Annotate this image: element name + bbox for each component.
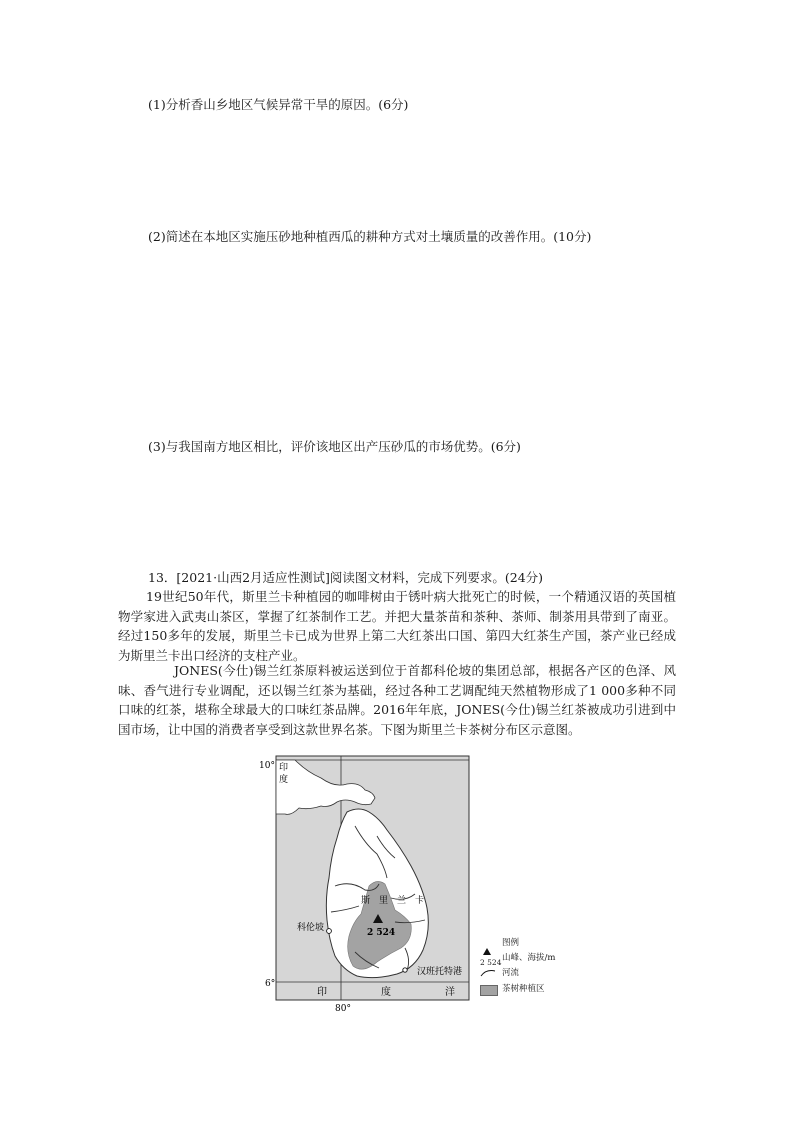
question-2: (2)简述在本地区实施压砂地种植西瓜的耕种方式对土壤质量的改善作用。(10分) — [148, 229, 592, 244]
capital-label: 科伦坡 — [297, 923, 325, 933]
material-paragraph-1: 19世纪50年代，斯里兰卡种植园的咖啡树由于锈叶病大批死亡的时候，一个精通汉语的英国植物学家进入武夷山茶区，掌握了红茶制作工艺。并把大量茶苗和茶种、茶师、制茶用具带到了南亚。经过150多年的发展，斯里兰卡已成为世界上第二大红茶出口国、第四大红茶生产国，茶产业已经成为斯里兰卡出口经济的支柱产业。 — [118, 589, 676, 663]
capital-marker — [327, 929, 332, 934]
legend-peak-label: 山峰、海拔/m — [502, 953, 556, 963]
material-paragraph-2: JONES(今仕)锡兰红茶原料被运送到位于首都科伦坡的集团总部，根据各产区的色泽、风味、香气进行专业调配，还以锡兰红茶为基础，经过各种工艺调配纯天然植物形成了1 000多种不同口味的红茶，堪称全球最大的口味红茶品牌。2016年年底，JONES(今仕)锡兰红茶被成功引进到中国市场，让中国的消费者享受到这款世界名茶。下图为斯里兰卡茶树分布区示意图。 — [118, 663, 676, 737]
port-marker — [403, 968, 407, 972]
lat-bottom-label: 6° — [265, 979, 276, 989]
question-3: (3)与我国南方地区相比，评价该地区出产压砂瓜的市场优势。(6分) — [148, 439, 521, 454]
lat-top-label: 10° — [259, 761, 275, 771]
question-1: (1)分析香山乡地区气候异常干旱的原因。(6分) — [148, 97, 409, 112]
ocean-label-3: 洋 — [445, 987, 455, 998]
legend-title: 图例 — [502, 938, 520, 948]
legend-river-label: 河流 — [502, 968, 520, 978]
peak-value-label: 2 524 — [367, 928, 396, 938]
ocean-label-2: 度 — [381, 987, 391, 998]
legend-tea-swatch — [480, 985, 498, 996]
country-label-4: 卡 — [415, 896, 425, 906]
india-label-2: 度 — [279, 775, 289, 785]
question-13-header: 13．[2021·山西2月适应性测试]阅读图文材料，完成下列要求。(24分) — [148, 570, 544, 585]
legend-peak-sample: 2 524 — [480, 958, 502, 967]
lon-label: 80° — [335, 1004, 351, 1014]
country-label-3: 兰 — [397, 896, 407, 906]
ocean-label-1: 印 — [317, 987, 327, 998]
port-label: 汉班托特港 — [417, 967, 463, 977]
india-label-1: 印 — [279, 763, 289, 773]
country-label-1: 斯 — [361, 896, 371, 906]
country-label-2: 里 — [379, 896, 389, 906]
legend-tea-label: 茶树种植区 — [502, 984, 545, 994]
legend-river-symbol — [480, 968, 496, 981]
